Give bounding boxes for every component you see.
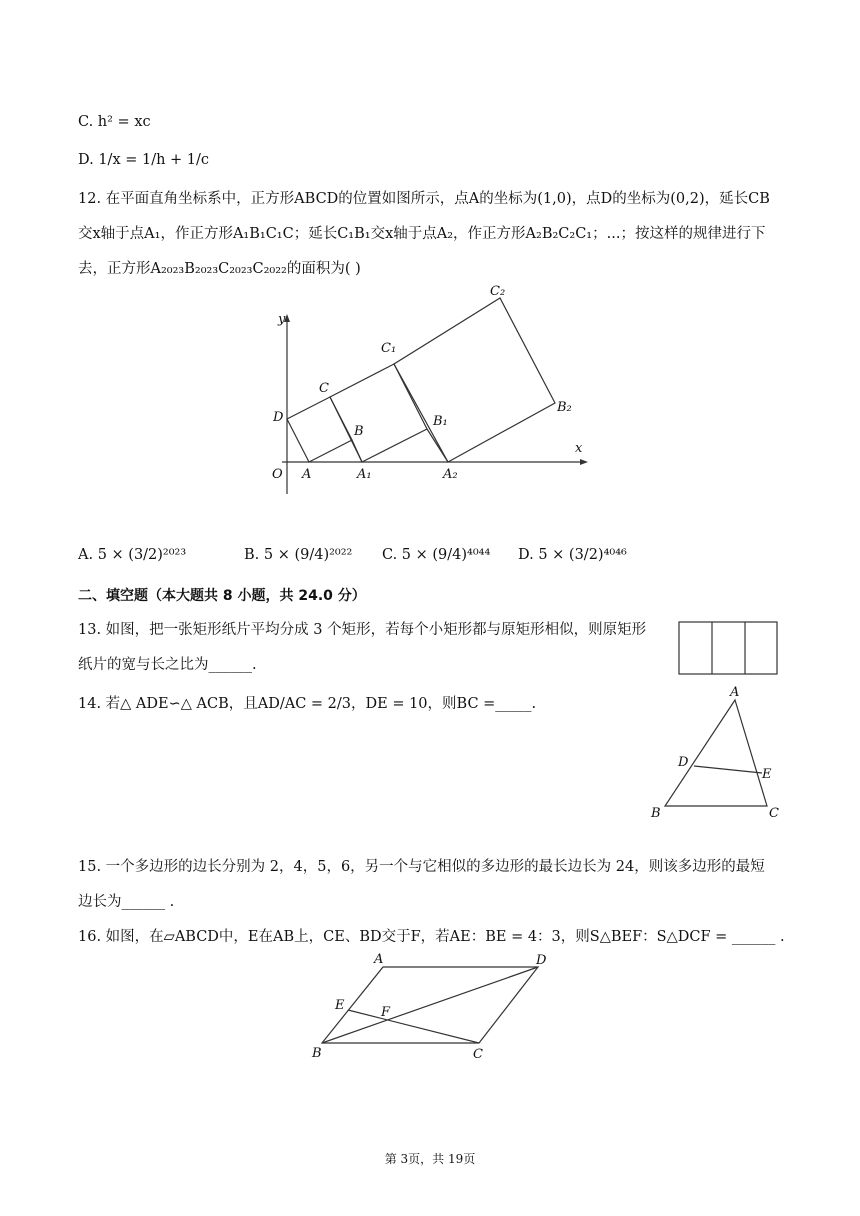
- label-a: A: [302, 467, 312, 482]
- option-12-a: A. 5 × (3/2)²⁰²³: [78, 547, 187, 563]
- label-a2: A₂: [443, 467, 458, 482]
- page-footer: 第 3页，共 19页: [384, 1152, 476, 1166]
- label-d: D: [273, 410, 284, 425]
- option-12-d: D. 5 × (3/2)⁴⁰⁴⁶: [518, 547, 627, 563]
- square-a2b2c2c1: [394, 298, 555, 462]
- q12-line-3: 去，正方形A₂₀₂₃B₂₀₂₃C₂₀₂₃C₂₀₂₂的面积为( ): [78, 261, 361, 277]
- label-a1: A₁: [357, 467, 372, 482]
- q13-line-2: 纸片的宽与长之比为______.: [78, 657, 257, 673]
- label-o: O: [272, 467, 283, 482]
- q12-line-2: 交x轴于点A₁，作正方形A₁B₁C₁C；延长C₁B₁交x轴于点A₂，作正方形A₂B₂C₂C₁；...；按这样的规律进行下: [78, 226, 766, 242]
- label-b1: B₁: [433, 414, 448, 429]
- option-12-b: B. 5 × (9/4)²⁰²²: [244, 547, 353, 563]
- label-c: C: [319, 381, 329, 396]
- label-b: B: [354, 424, 364, 439]
- label-b2: B₂: [557, 400, 572, 415]
- q13-line-1: 13. 如图，把一张矩形纸片平均分成 3 个矩形，若每个小矩形都与原矩形相似，则原矩形: [78, 622, 647, 638]
- option-12-c: C. 5 × (9/4)⁴⁰⁴⁴: [382, 547, 491, 563]
- q16-label-c: C: [473, 1047, 483, 1062]
- q16-label-d: D: [536, 953, 547, 968]
- q14-segment-de: [694, 766, 762, 773]
- q14-label-c: C: [769, 806, 779, 821]
- option-11-d: D. 1/x = 1/h + 1/c: [78, 152, 210, 168]
- label-y: y: [278, 312, 286, 327]
- extension-c1b1: [427, 429, 448, 462]
- square-a1b1c1c: [330, 364, 427, 462]
- label-c1: C₁: [381, 341, 397, 356]
- q13-rectangle: [679, 622, 777, 674]
- q16-text: 16. 如图，在▱ABCD中，E在AB上，CE、BD交于F，若AE：BE = 4：3，则S△BEF：S△DCF = ______ .: [78, 929, 785, 945]
- x-axis-arrow: [580, 459, 588, 465]
- q14-label-e: E: [762, 767, 772, 782]
- option-11-c: C. h² = xc: [78, 114, 151, 130]
- q14-label-a: A: [730, 685, 740, 700]
- q15-line-1: 15. 一个多边形的边长分别为 2，4，5，6，另一个与它相似的多边形的最长边长为 24，则该多边形的最短: [78, 859, 765, 875]
- q14-triangle: [665, 700, 767, 806]
- q14-label-d: D: [678, 755, 689, 770]
- q16-label-f: F: [381, 1005, 391, 1020]
- q16-label-a: A: [374, 952, 384, 967]
- q15-line-2: 边长为______ .: [78, 894, 175, 910]
- q16-label-e: E: [335, 998, 345, 1013]
- label-c2: C₂: [490, 284, 506, 299]
- q14-text: 14. 若△ ADE∽△ ACB，且AD/AC = 2/3，DE = 10，则BC =_____.: [78, 696, 537, 712]
- q16-label-b: B: [312, 1046, 322, 1061]
- square-abcd: [287, 397, 352, 462]
- extension-cb: [352, 440, 362, 462]
- q12-line-1: 12. 在平面直角坐标系中，正方形ABCD的位置如图所示，点A的坐标为(1,0)，点D的坐标为(0,2)，延长CB: [78, 191, 770, 207]
- q16-diagonal-bd: [322, 967, 538, 1043]
- q14-label-b: B: [651, 806, 661, 821]
- label-x: x: [575, 441, 583, 456]
- section-2-heading: 二、填空题（本大题共 8 小题，共 24.0 分）: [78, 588, 366, 604]
